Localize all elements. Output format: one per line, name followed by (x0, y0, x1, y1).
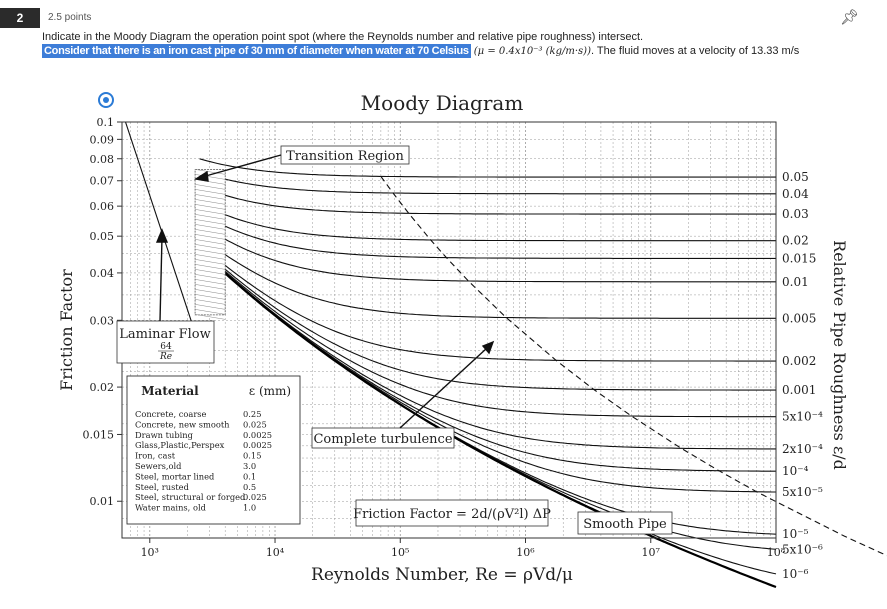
material-eps: 0.025 (243, 492, 267, 503)
laminar-numerator: 64 (160, 342, 172, 352)
x-axis-label: Reynolds Number, Re = ρVd/μ (311, 565, 573, 585)
y-axis-label: Friction Factor (57, 269, 76, 391)
y-tick-label: 0.02 (89, 381, 114, 395)
roughness-label: 5x10⁻⁶ (782, 542, 823, 557)
complete-annotation (312, 428, 454, 448)
material-eps: 0.25 (243, 409, 262, 419)
friction-factor-annotation (353, 500, 551, 526)
laminar-denominator: Re (159, 352, 173, 362)
question-number: 2 (0, 8, 40, 28)
material-header: Material (141, 384, 199, 398)
roughness-label: 5x10⁻⁵ (782, 484, 823, 499)
roughness-label: 0.02 (782, 233, 809, 248)
material-eps: 0.5 (243, 481, 257, 492)
y-tick-label: 0.07 (89, 174, 114, 188)
roughness-label: 0.05 (782, 170, 809, 185)
roughness-label: 0.001 (782, 383, 817, 398)
y-tick-label: 0.03 (89, 314, 114, 328)
material-eps: 0.0025 (243, 429, 273, 440)
roughness-label: 0.005 (782, 311, 817, 326)
pin-icon[interactable]: 📌︎ (840, 8, 860, 26)
material-table (127, 376, 300, 524)
laminar-label: Laminar Flow (119, 327, 211, 342)
roughness-label: 0.03 (782, 207, 809, 222)
y-tick-label: 0.01 (89, 495, 114, 509)
roughness-label: 0.01 (782, 274, 809, 289)
transition-label: Transition Region (286, 149, 404, 164)
x-tick-label: 10⁵ (391, 546, 410, 559)
y-tick-label: 0.05 (89, 230, 114, 244)
transition-annotation (281, 146, 409, 164)
material-name: Sewers,old (135, 461, 182, 471)
y-tick-label: 0.1 (96, 116, 114, 129)
roughness-label: 0.015 (782, 251, 817, 266)
material-name: Steel, structural or forged (135, 492, 246, 503)
material-eps: 0.0025 (243, 440, 273, 451)
laminar-annotation (117, 321, 214, 363)
material-name: Drawn tubing (135, 429, 193, 440)
y-tick-label: 0.08 (89, 152, 114, 166)
eps-header: ε (mm) (248, 384, 292, 398)
material-eps: 0.1 (243, 471, 257, 482)
friction-factor-label: Friction Factor = 2d/(ρV²l) ΔP (353, 507, 551, 522)
y-tick-label: 0.06 (89, 200, 114, 214)
roughness-label: 10⁻⁴ (782, 464, 809, 479)
roughness-label: 10⁻⁶ (782, 566, 809, 581)
chart-title: Moody Diagram (360, 91, 524, 115)
complete-label: Complete turbulence (313, 432, 453, 447)
roughness-label: 0.002 (782, 354, 817, 369)
material-name: Steel, mortar lined (135, 471, 215, 482)
smooth-annotation (578, 512, 672, 534)
material-eps: 3.0 (243, 461, 257, 471)
material-eps: 0.025 (243, 419, 267, 430)
material-name: Iron, cast (135, 450, 176, 461)
transition-region-box (195, 169, 225, 315)
roughness-label: 2x10⁻⁴ (782, 441, 823, 456)
roughness-label: 0.04 (782, 186, 809, 201)
roughness-curve (200, 236, 776, 318)
material-name: Concrete, coarse (135, 409, 207, 419)
roughness-label: 5x10⁻⁴ (782, 409, 823, 424)
smooth-label: Smooth Pipe (583, 517, 667, 532)
material-name: Water mains, old (135, 502, 206, 513)
roughness-label: 10⁻⁵ (782, 527, 809, 542)
x-tick-label: 10⁴ (265, 546, 285, 559)
material-name: Steel, rusted (135, 481, 189, 492)
highlighted-text: Consider that there is an iron cast pipe of 30 mm of diameter when water at 70 Celsius (44, 45, 469, 57)
question-points: 2.5 points (48, 12, 92, 23)
viscosity-formula: (μ = 0.4x10⁻³ (kg/m·s)) (473, 46, 591, 57)
y2-axis-label: Relative Pipe Roughness ε/d (830, 240, 849, 470)
x-tick-label: 10³ (140, 546, 159, 559)
x-tick-label: 10⁶ (516, 546, 535, 559)
y-tick-label: 0.09 (89, 133, 114, 147)
material-name: Concrete, new smooth (135, 419, 230, 430)
material-name: Glass,Plastic,Perspex (135, 440, 225, 451)
x-tick-label: 10⁷ (641, 546, 660, 559)
y-tick-label: 0.04 (89, 266, 114, 280)
x-tick-label: 10⁸ (766, 546, 786, 559)
y-tick-label: 0.015 (82, 428, 114, 442)
velocity-text: . The fluid moves at a velocity of 13.33 m/s (590, 45, 800, 57)
material-eps: 1.0 (243, 502, 257, 513)
material-eps: 0.15 (243, 450, 262, 461)
question-text: Indicate in the Moody Diagram the operation point spot (where the Reynolds number and relative pipe roughness) intersect. (42, 31, 644, 43)
